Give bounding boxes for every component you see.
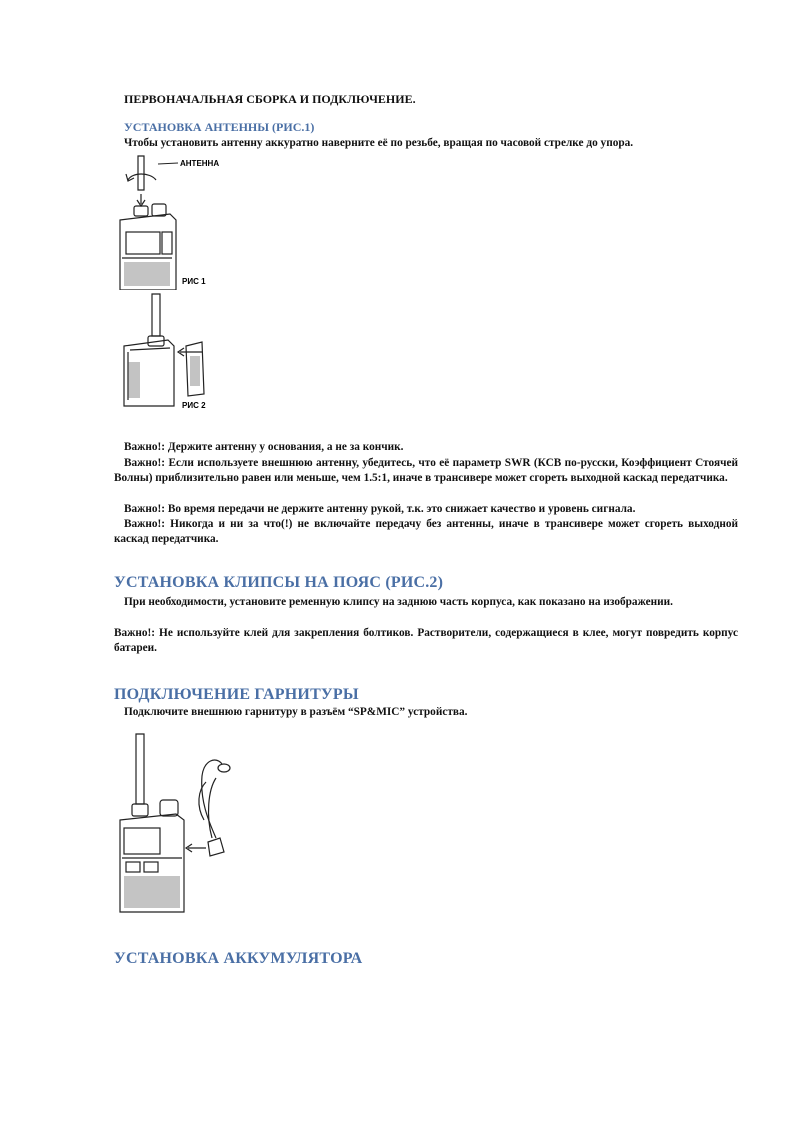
antenna-instructions: Чтобы установить антенну аккуратно наверните её по резьбе, вращая по часовой стрелке до упора. bbox=[124, 137, 634, 149]
antenna-section-title: УСТАНОВКА АНТЕННЫ (РИС.1) bbox=[124, 120, 315, 134]
clip-warning: Важно!: Не используйте клей для закрепления болтиков. Растворители, содержащиеся в клее, могут повредить корпус батареи. bbox=[114, 627, 738, 655]
figure-2-caption: РИС 2 bbox=[182, 401, 206, 410]
figure-1-antenna-install bbox=[110, 150, 240, 290]
figure-3-headset bbox=[112, 720, 236, 916]
page-title: ПЕРВОНАЧАЛЬНАЯ СБОРКА И ПОДКЛЮЧЕНИЕ. bbox=[124, 92, 416, 106]
clip-section-title: УСТАНОВКА КЛИПСЫ НА ПОЯС (РИС.2) bbox=[114, 574, 444, 591]
headset-instructions: Подключите внешнюю гарнитуру в разъём “SP&MIC” устройства. bbox=[124, 706, 468, 718]
warning-swr: Важно!: Если используете внешнюю антенну, убедитесь, что её параметр SWR (КСВ по-русски, Коэффициент Стоячей Волны) приблизительно равен или меньше, чем 1.5:1, иначе в трансивере может сгореть выходной каскад передатчика. bbox=[114, 457, 738, 485]
clip-instructions: При необходимости, установите ременную клипсу на заднюю часть корпуса, как показано на изображении. bbox=[124, 596, 673, 608]
warning-grip: Важно!: Держите антенну у основания, а не за кончик. bbox=[124, 441, 404, 453]
battery-section-title: УСТАНОВКА АККУМУЛЯТОРА bbox=[114, 950, 363, 967]
warning-hand: Важно!: Во время передачи не держите антенну рукой, т.к. это снижает качество и уровень сигнала. bbox=[124, 503, 636, 515]
figure-1-antenna-label: АНТЕННА bbox=[180, 159, 220, 168]
figure-2-belt-clip bbox=[110, 290, 240, 415]
figure-1-caption: РИС 1 bbox=[182, 277, 206, 286]
headset-section-title: ПОДКЛЮЧЕНИЕ ГАРНИТУРЫ bbox=[114, 686, 359, 703]
warning-no-antenna: Важно!: Никогда и ни за что(!) не включайте передачу без антенны, иначе в трансивере может сгореть выходной каскад передатчика. bbox=[114, 518, 738, 546]
